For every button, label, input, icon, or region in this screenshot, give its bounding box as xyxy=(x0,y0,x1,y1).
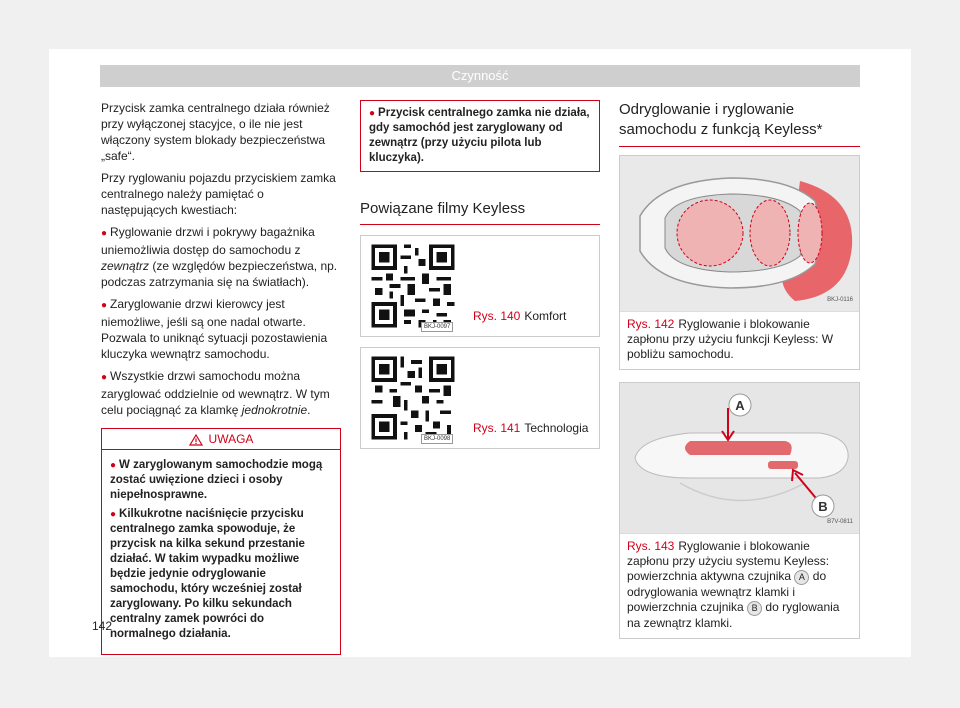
figure-card xyxy=(619,155,860,370)
image-code: BKJ-0116 xyxy=(827,297,853,303)
image-code: BKJ-0098 xyxy=(421,434,453,444)
svg-text:A: A xyxy=(735,398,745,413)
paragraph: Przy ryglowaniu pojazdu przyciskiem zamka centralnego należy pamiętać o następujących kwestiach: xyxy=(101,171,336,217)
column-right xyxy=(619,100,860,651)
section-title: Odryglowanie i ryglowanie samochodu z funkcją Keyless* xyxy=(619,100,860,147)
qr-code-icon xyxy=(368,241,458,331)
video-card[interactable] xyxy=(360,235,600,337)
warning-title: UWAGA xyxy=(208,432,254,446)
warning-header xyxy=(102,429,340,450)
warning-box xyxy=(101,428,341,655)
image-code: B7V-0811 xyxy=(827,519,853,525)
bullet-icon: ● xyxy=(101,372,108,383)
warning-icon xyxy=(189,434,203,446)
bullet-icon: ● xyxy=(101,300,108,311)
label-b: B xyxy=(747,601,762,616)
bullet-item: ● Ryglowanie drzwi i pokrywy bagażnika uniemożliwia dostęp do samochodu z zewnątrz (ze względów bezpieczeństwa, np. podczas zatrzymania się na światłach). xyxy=(101,225,338,289)
image-code: BKJ-0097 xyxy=(421,322,453,332)
figure-image xyxy=(620,156,859,312)
warning-item: ● W zaryglowanym samochodzie mogą zostać uwięzione dzieci i osoby niepełnosprawne. xyxy=(110,459,323,501)
figure-caption: Rys. 142 Ryglowanie i blokowanie zapłonu przy użyciu funkcji Keyless: W pobliżu samochodu. xyxy=(627,317,834,361)
page-number: 142 xyxy=(92,619,113,633)
figure-caption: Rys. 143 Ryglowanie i blokowanie zapłonu przy użyciu systemu Keyless: powierzchnia aktywna czujnika A do odryglowania wewnątrz klamki i powierzchnia czujnika B do ryglowania na zewnątrz klamki. xyxy=(627,539,840,630)
warning-item: ● Kilkukrotne naciśnięcie przycisku centralnego zamka spowoduje, że przycisk na kilka sekund przestanie działać. W takim wypadku możliwe będzie jedynie odryglowanie samochodu, który wcześniej został zaryglowany. Po kilku sekundach centralny zamek powróci do normalnego działania. xyxy=(110,508,305,640)
video-card[interactable] xyxy=(360,347,600,449)
figure-card xyxy=(619,382,860,639)
bullet-icon: ● xyxy=(110,509,117,520)
figure-caption: Rys. 140 Komfort xyxy=(473,309,567,323)
qr-code-icon xyxy=(368,353,458,443)
figure-image xyxy=(620,383,859,534)
section-title: Powiązane filmy Keyless xyxy=(360,200,600,225)
info-box: ● Przycisk centralnego zamka nie działa, gdy samochód jest zaryglowany od zewnątrz (przy użyciu pilota lub kluczyka). xyxy=(360,100,600,172)
bullet-item: ● Zaryglowanie drzwi kierowcy jest niemożliwe, jeśli są one nadal otwarte. Pozwala to uniknąć sytuacji pozostawienia kluczyka wewnątrz samochodu. xyxy=(101,297,328,361)
column-middle xyxy=(360,100,600,459)
door-handle-illustration xyxy=(620,383,859,533)
bullet-item: ● Wszystkie drzwi samochodu można zaryglować oddzielnie od wewnątrz. W tym celu pociągnąć za klamkę jednokrotnie. xyxy=(101,369,330,417)
paragraph: Przycisk zamka centralnego działa również przy wyłączonej stacyjce, o ile nie jest włączony system blokady bezpieczeństwa „safe“. xyxy=(101,101,330,163)
header-title: Czynność xyxy=(451,68,509,83)
car-keyless-zone-illustration xyxy=(620,156,859,311)
label-a: A xyxy=(794,570,809,585)
column-left xyxy=(101,100,341,655)
figure-caption: Rys. 141 Technologia xyxy=(473,421,589,435)
bullet-icon: ● xyxy=(369,108,376,119)
svg-text:B: B xyxy=(818,499,828,514)
header-bar xyxy=(100,65,860,87)
bullet-icon: ● xyxy=(110,460,117,471)
bullet-icon: ● xyxy=(101,228,108,239)
